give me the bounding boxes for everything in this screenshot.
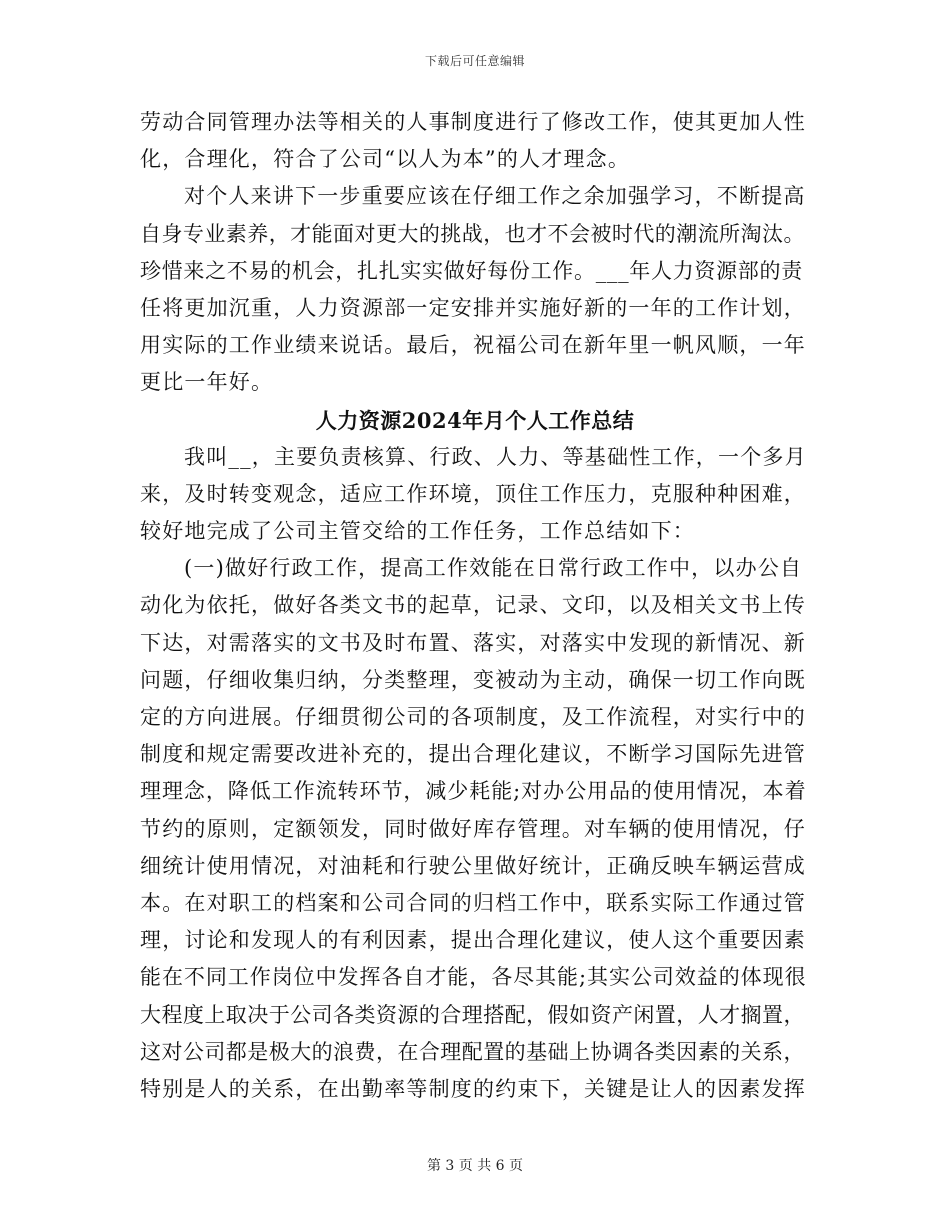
text-line: 任将更加沉重，人力资源部一定安排并实施好新的一年的工作计划， bbox=[140, 295, 806, 320]
text-line: 大程度上取决于公司各类资源的合理搭配，假如资产闲置，人才搁置， bbox=[140, 1002, 805, 1027]
text-line: 更比一年好。 bbox=[140, 370, 274, 395]
text-line: 本。在对职工的档案和公司合同的归档工作中，联系实际工作通过管 bbox=[140, 890, 806, 915]
text-line: 节约的原则，定额领发，同时做好库存管理。对车辆的使用情况，仔 bbox=[140, 816, 806, 841]
text-line: 特别是人的关系，在出勤率等制度的约束下，关键是让人的因素发挥 bbox=[140, 1076, 806, 1101]
text-line: 能在不同工作岗位中发挥各自才能，各尽其能;其实公司效益的体现很 bbox=[140, 965, 807, 990]
text-line: 自身专业素养，才能面对更大的挑战，也才不会被时代的潮流所淘汰。 bbox=[140, 221, 805, 246]
text-line: 劳动合同管理办法等相关的人事制度进行了修改工作，使其更加人性 bbox=[140, 110, 806, 134]
text-line: 动化为依托，做好各类文书的起草，记录、文印，以及相关文书上传 bbox=[140, 593, 806, 618]
text-line: 下达，对需落实的文书及时布置、落实，对落实中发现的新情况、新 bbox=[140, 630, 806, 655]
section-title: 人力资源2024年月个人工作总结 bbox=[315, 407, 635, 433]
text-line: 较好地完成了公司主管交给的工作任务，工作总结如下： bbox=[140, 519, 695, 544]
header-note: 下载后可任意编辑 bbox=[424, 54, 525, 68]
text-line: 对个人来讲下一步重要应该在仔细工作之余加强学习，不断提高 bbox=[184, 184, 806, 209]
text-line: (一)做好行政工作，提高工作效能在日常行政工作中，以办公自 bbox=[184, 556, 803, 581]
text-line: 用实际的工作业绩来说话。最后，祝福公司在新年里一帆风顺，一年 bbox=[140, 333, 806, 358]
document-body bbox=[140, 104, 810, 1108]
text-line: 定的方向进展。仔细贯彻公司的各项制度，及工作流程，对实行中的 bbox=[140, 705, 806, 729]
text-line: 我叫__，主要负责核算、行政、人力、等基础性工作，一个多月 bbox=[184, 444, 807, 469]
text-line: 问题，仔细收集归纳，分类整理，变被动为主动，确保一切工作向既 bbox=[140, 667, 806, 692]
text-line: 化，合理化，符合了公司“以人为本”的人才理念。 bbox=[140, 147, 631, 172]
text-line: 理，讨论和发现人的有利因素，提出合理化建议，使人这个重要因素 bbox=[140, 928, 806, 953]
page-number: 第 3 页 共 6 页 bbox=[426, 1158, 524, 1174]
text-line: 制度和规定需要改进补充的，提出合理化建议，不断学习国际先进管 bbox=[140, 742, 806, 767]
text-line: 珍惜来之不易的机会，扎扎实实做好每份工作。___年人力资源部的责 bbox=[140, 258, 803, 283]
text-line: 来，及时转变观念，适应工作环境，顶住工作压力，克服种种困难， bbox=[140, 481, 806, 506]
text-line: 理理念，降低工作流转环节，减少耗能;对办公用品的使用情况，本着 bbox=[140, 779, 807, 804]
text-line: 这对公司都是极大的浪费，在合理配置的基础上协调各类因素的关系， bbox=[140, 1039, 805, 1064]
text-line: 细统计使用情况，对油耗和行驶公里做好统计，正确反映车辆运营成 bbox=[140, 853, 806, 878]
